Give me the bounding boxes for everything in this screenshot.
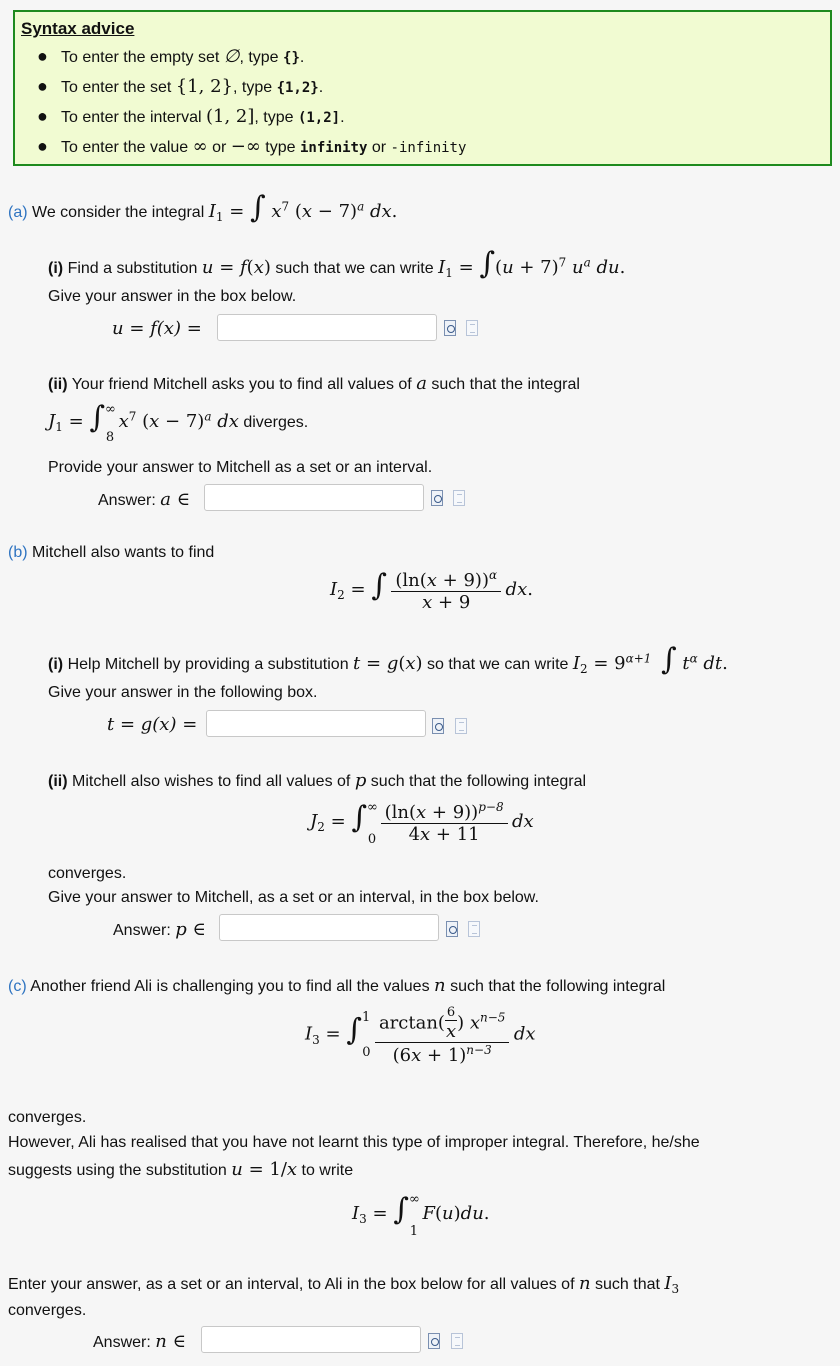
- preview-icon[interactable]: [431, 490, 443, 506]
- part-c-integral: $I_3 = \int^1_0$ arctan( $\frac{6}{x}$ ) $x^{n-5}$ $(6x + 1)^{n-3}$ dx: [305, 1005, 536, 1066]
- substitution-t-input[interactable]: [206, 710, 426, 737]
- part-c-answer-label: Answer: n ∈: [93, 1331, 186, 1352]
- part-a-i-answer-label: u = f(x) =: [112, 318, 202, 339]
- part-a-ii-answer-label: Answer: a ∈: [98, 489, 191, 510]
- part-a-i-instruction: Give your answer in the box below.: [48, 288, 297, 305]
- part-b-intro: (b) Mitchell also wants to find: [8, 544, 215, 561]
- part-b-i-instruction: Give your answer in the following box.: [48, 684, 318, 701]
- part-b-ii-instruction: Give your answer to Mitchell, as a set or an interval, in the box below.: [48, 889, 539, 906]
- part-c-intro: (c) Another friend Ali is challenging you to find all the values n such that the following integral: [8, 975, 666, 996]
- values-of-a-input[interactable]: [204, 484, 424, 511]
- part-a-ii-integral: $J_1 = \int^\infty_8$ $x^7$ $(x - 7)^a$ dx diverges.: [48, 400, 309, 446]
- part-b-integral: $I_2$ = ∫ $\frac{(\ln(x + 9))^\alpha}{x + 9}$ dx.: [330, 568, 533, 614]
- part-a-i-question: (i) Find a substitution u = f(x) such that we can write $I_1 = \int(u + 7)^7$ $u^a$ du.: [48, 246, 626, 281]
- preview-icon[interactable]: [432, 718, 444, 734]
- part-c-however: However, Ali has realised that you have not learnt this type of improper integral. Therefore, he/she: [8, 1134, 700, 1151]
- preview-icon[interactable]: [446, 921, 458, 937]
- syntax-advice-box: Syntax advice ● To enter the empty set ∅, type {}. ● To enter the set {1, 2}, type {1,2}. ● To enter the interval (1, 2], type (1,2]. ● To enter the value ∞ or −∞ type infinity or -infinity: [13, 10, 832, 166]
- part-b-ii-integral: $J_2 = \int^\infty_0$ $\frac{(\ln(x + 9))^{p-8}}{4x + 11}$ dx: [310, 799, 534, 848]
- help-icon[interactable]: [455, 718, 467, 734]
- part-a-ii-question: (ii) Your friend Mitchell asks you to find all values of a such that the integral: [48, 373, 580, 394]
- part-b-ii-answer-label: Answer: p ∈: [113, 919, 206, 940]
- values-of-p-input[interactable]: [219, 914, 439, 941]
- part-b-ii-question: (ii) Mitchell also wishes to find all values of p such that the following integral: [48, 770, 587, 791]
- part-a-ii-instruction: Provide your answer to Mitchell as a set or an interval.: [48, 459, 433, 476]
- substitution-u-input[interactable]: [217, 314, 437, 341]
- part-c-transformed-integral: $I_3 = \int^\infty_1$ F(u)du.: [352, 1191, 490, 1240]
- part-b-ii-converges: converges.: [48, 865, 127, 882]
- preview-icon[interactable]: [428, 1333, 440, 1349]
- help-icon[interactable]: [468, 921, 480, 937]
- part-c-converges: converges.: [8, 1109, 87, 1126]
- part-b-i-answer-label: t = g(x) =: [107, 714, 198, 735]
- part-c-enter-instruction: Enter your answer, as a set or an interval, to Ali in the box below for all values of n such that $I_3$: [8, 1273, 680, 1297]
- help-icon[interactable]: [451, 1333, 463, 1349]
- preview-icon[interactable]: [444, 320, 456, 336]
- help-icon[interactable]: [453, 490, 465, 506]
- part-b-i-question: (i) Help Mitchell by providing a substitution t = g(x) so that we can write $I_2 = 9^{\alpha+1}$ ∫ $t^\alpha$ dt.: [48, 642, 728, 677]
- part-a-intro: (a) We consider the integral $I_1$ = ∫ $x^7$ $(x - 7)^a$ dx.: [8, 190, 398, 225]
- values-of-n-input[interactable]: [201, 1326, 421, 1353]
- syntax-advice-title: Syntax advice: [21, 19, 135, 38]
- part-c-converges2: converges.: [8, 1302, 87, 1319]
- help-icon[interactable]: [466, 320, 478, 336]
- part-c-suggests: suggests using the substitution u = 1/x to write: [8, 1159, 354, 1180]
